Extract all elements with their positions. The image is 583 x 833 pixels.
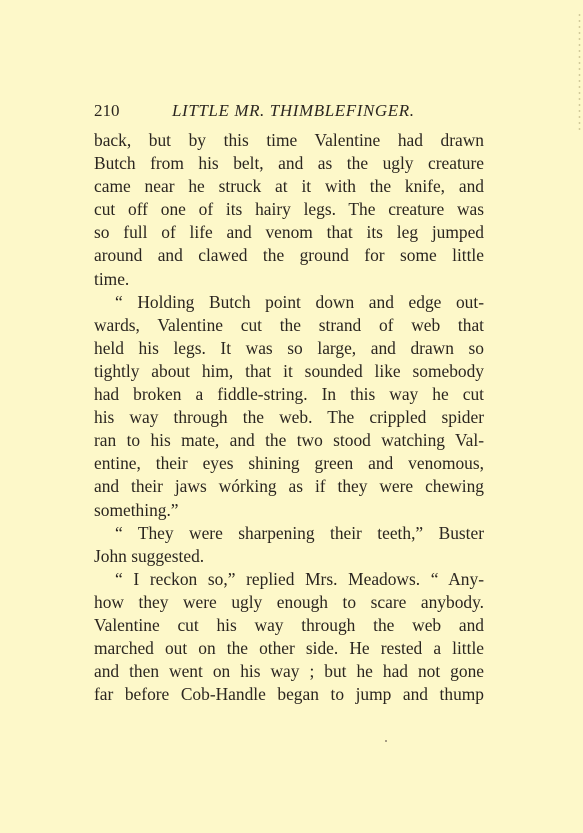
text-line: back, but by this time Valentine had drawn: [94, 130, 484, 150]
running-title: LITTLE MR. THIMBLEFINGER.: [172, 101, 415, 120]
text-line: wards, Valentine cut the strand of web that: [94, 314, 484, 335]
text-line: around and clawed the ground for some little: [94, 245, 484, 266]
text-line: cut off one of its hairy legs. The creature was: [94, 199, 484, 220]
text-line: so full of life and venom that its leg jumped: [94, 222, 484, 243]
page-edge-texture: [578, 12, 581, 132]
text-line: Butch from his belt, and as the ugly creature: [94, 153, 484, 174]
text-line: ran to his mate, and the two stood watching Val-: [94, 430, 484, 451]
body-text: [94, 129, 484, 706]
text-line: came near he struck at it with the knife, and: [94, 176, 484, 197]
text-line: entine, their eyes shining green and venomous,: [94, 453, 484, 474]
text-line: his way through the web. The crippled spider: [94, 407, 484, 428]
text-line: held his legs. It was so large, and drawn so: [94, 337, 484, 358]
text-line: and their jaws wórking as if they were chewing: [94, 476, 484, 497]
text-line: far before Cob-Handle began to jump and thump: [94, 684, 484, 705]
text-line: tightly about him, that it sounded like somebody: [94, 360, 484, 381]
page-number: 210: [94, 101, 120, 120]
text-line: time.: [94, 268, 130, 289]
text-line: marched out on the other side. He rested a little: [94, 638, 484, 659]
text-line: Valentine cut his way through the web and: [94, 614, 484, 635]
text-line: “ They were sharpening their teeth,” Buster: [115, 522, 484, 543]
text-line: and then went on his way ; but he had not gone: [94, 661, 484, 682]
text-line: had broken a fiddle-string. In this way he cut: [94, 384, 484, 405]
paper-speck: [385, 740, 387, 742]
text-line: John suggested.: [94, 545, 205, 566]
text-line: “ I reckon so,” replied Mrs. Meadows. “ Any-: [115, 568, 484, 589]
text-line: “ Holding Butch point down and edge out-: [115, 291, 484, 312]
page-header: [94, 100, 484, 122]
text-line: how they were ugly enough to scare anybody.: [94, 591, 484, 612]
text-line: something.”: [94, 499, 179, 520]
